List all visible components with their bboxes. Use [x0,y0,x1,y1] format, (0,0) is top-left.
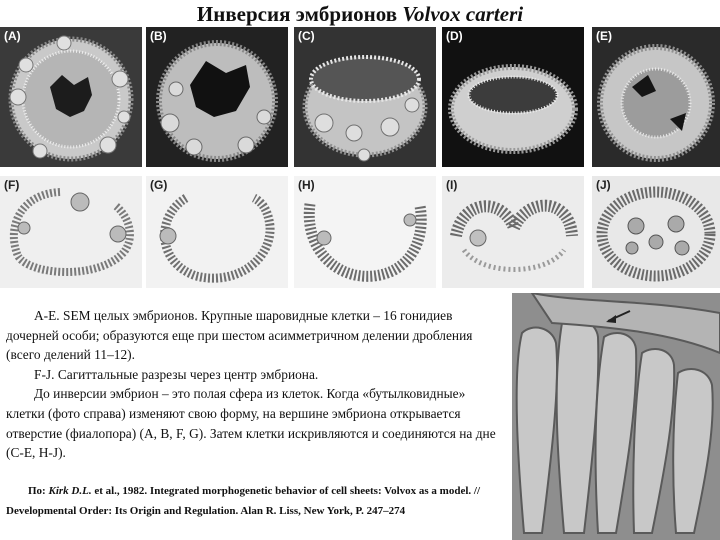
reference [6,481,504,521]
section-image-i [442,176,584,288]
caption-paragraph-1: А-Е. SEM целых эмбрионов. Крупные шаровидные клетки – 16 гонидиев дочерней особи; образуются еще при шестом асимметричном делении дробления (всего делений 11–12). [6,308,473,363]
caption [6,306,504,463]
section-image-g [146,176,288,288]
sem-image-c [294,27,436,167]
panel-label-f: (F) [4,178,20,192]
section-panel-h [294,176,436,288]
panel-label-b: (B) [150,29,167,43]
panel-label-h: (H) [298,178,315,192]
sem-image-e [592,27,720,167]
page-title [0,2,720,27]
panel-label-e: (E) [596,29,612,43]
sem-panel-e [592,27,720,167]
sem-image-a [0,27,142,167]
panel-label-i: (I) [446,178,458,192]
section-image-h [294,176,436,288]
panel-label-g: (G) [150,178,168,192]
sem-panel-c [294,27,436,167]
reference-prefix: По: [28,485,49,497]
panel-label-j: (J) [596,178,611,192]
sem-panel-b [146,27,288,167]
section-panel-j [592,176,720,288]
title-species: Volvox carteri [402,2,524,26]
bottle-cells-image [512,293,720,540]
section-panel-i [442,176,584,288]
sem-image-b [146,27,288,167]
caption-paragraph-3: До инверсии эмбрион – это полая сфера из клеток. Когда «бутылковидные» клетки (фото справа) изменяют свою форму, на вершине эмбриона открывается отверстие (фиалопора) (А, В, F, G). Затем клетки искривляются и соединяются на дне (С-Е, H-J). [6,386,496,461]
reference-text: et al., 1982. Integrated morphogenetic behavior of cell sheets: Volvox as a model. // Developmental Order: Its Origin and Regulation. Alan R. Liss, New York, P. 247–274 [6,485,481,517]
panel-label-a: (A) [4,29,21,43]
sem-image-d [442,27,584,167]
title-main: Инверсия эмбрионов [196,2,403,26]
section-panel-f [0,176,142,288]
sem-panel-a [0,27,142,167]
bottle-cells-photo [512,293,720,540]
panel-label-d: (D) [446,29,463,43]
section-image-j [592,176,720,288]
reference-author: Kirk D.L. [48,485,92,497]
caption-paragraph-2: F-J. Сагиттальные разрезы через центр эмбриона. [34,366,319,382]
section-image-f [0,176,142,288]
sem-panel-d [442,27,584,167]
section-panel-g [146,176,288,288]
panel-label-c: (C) [298,29,315,43]
